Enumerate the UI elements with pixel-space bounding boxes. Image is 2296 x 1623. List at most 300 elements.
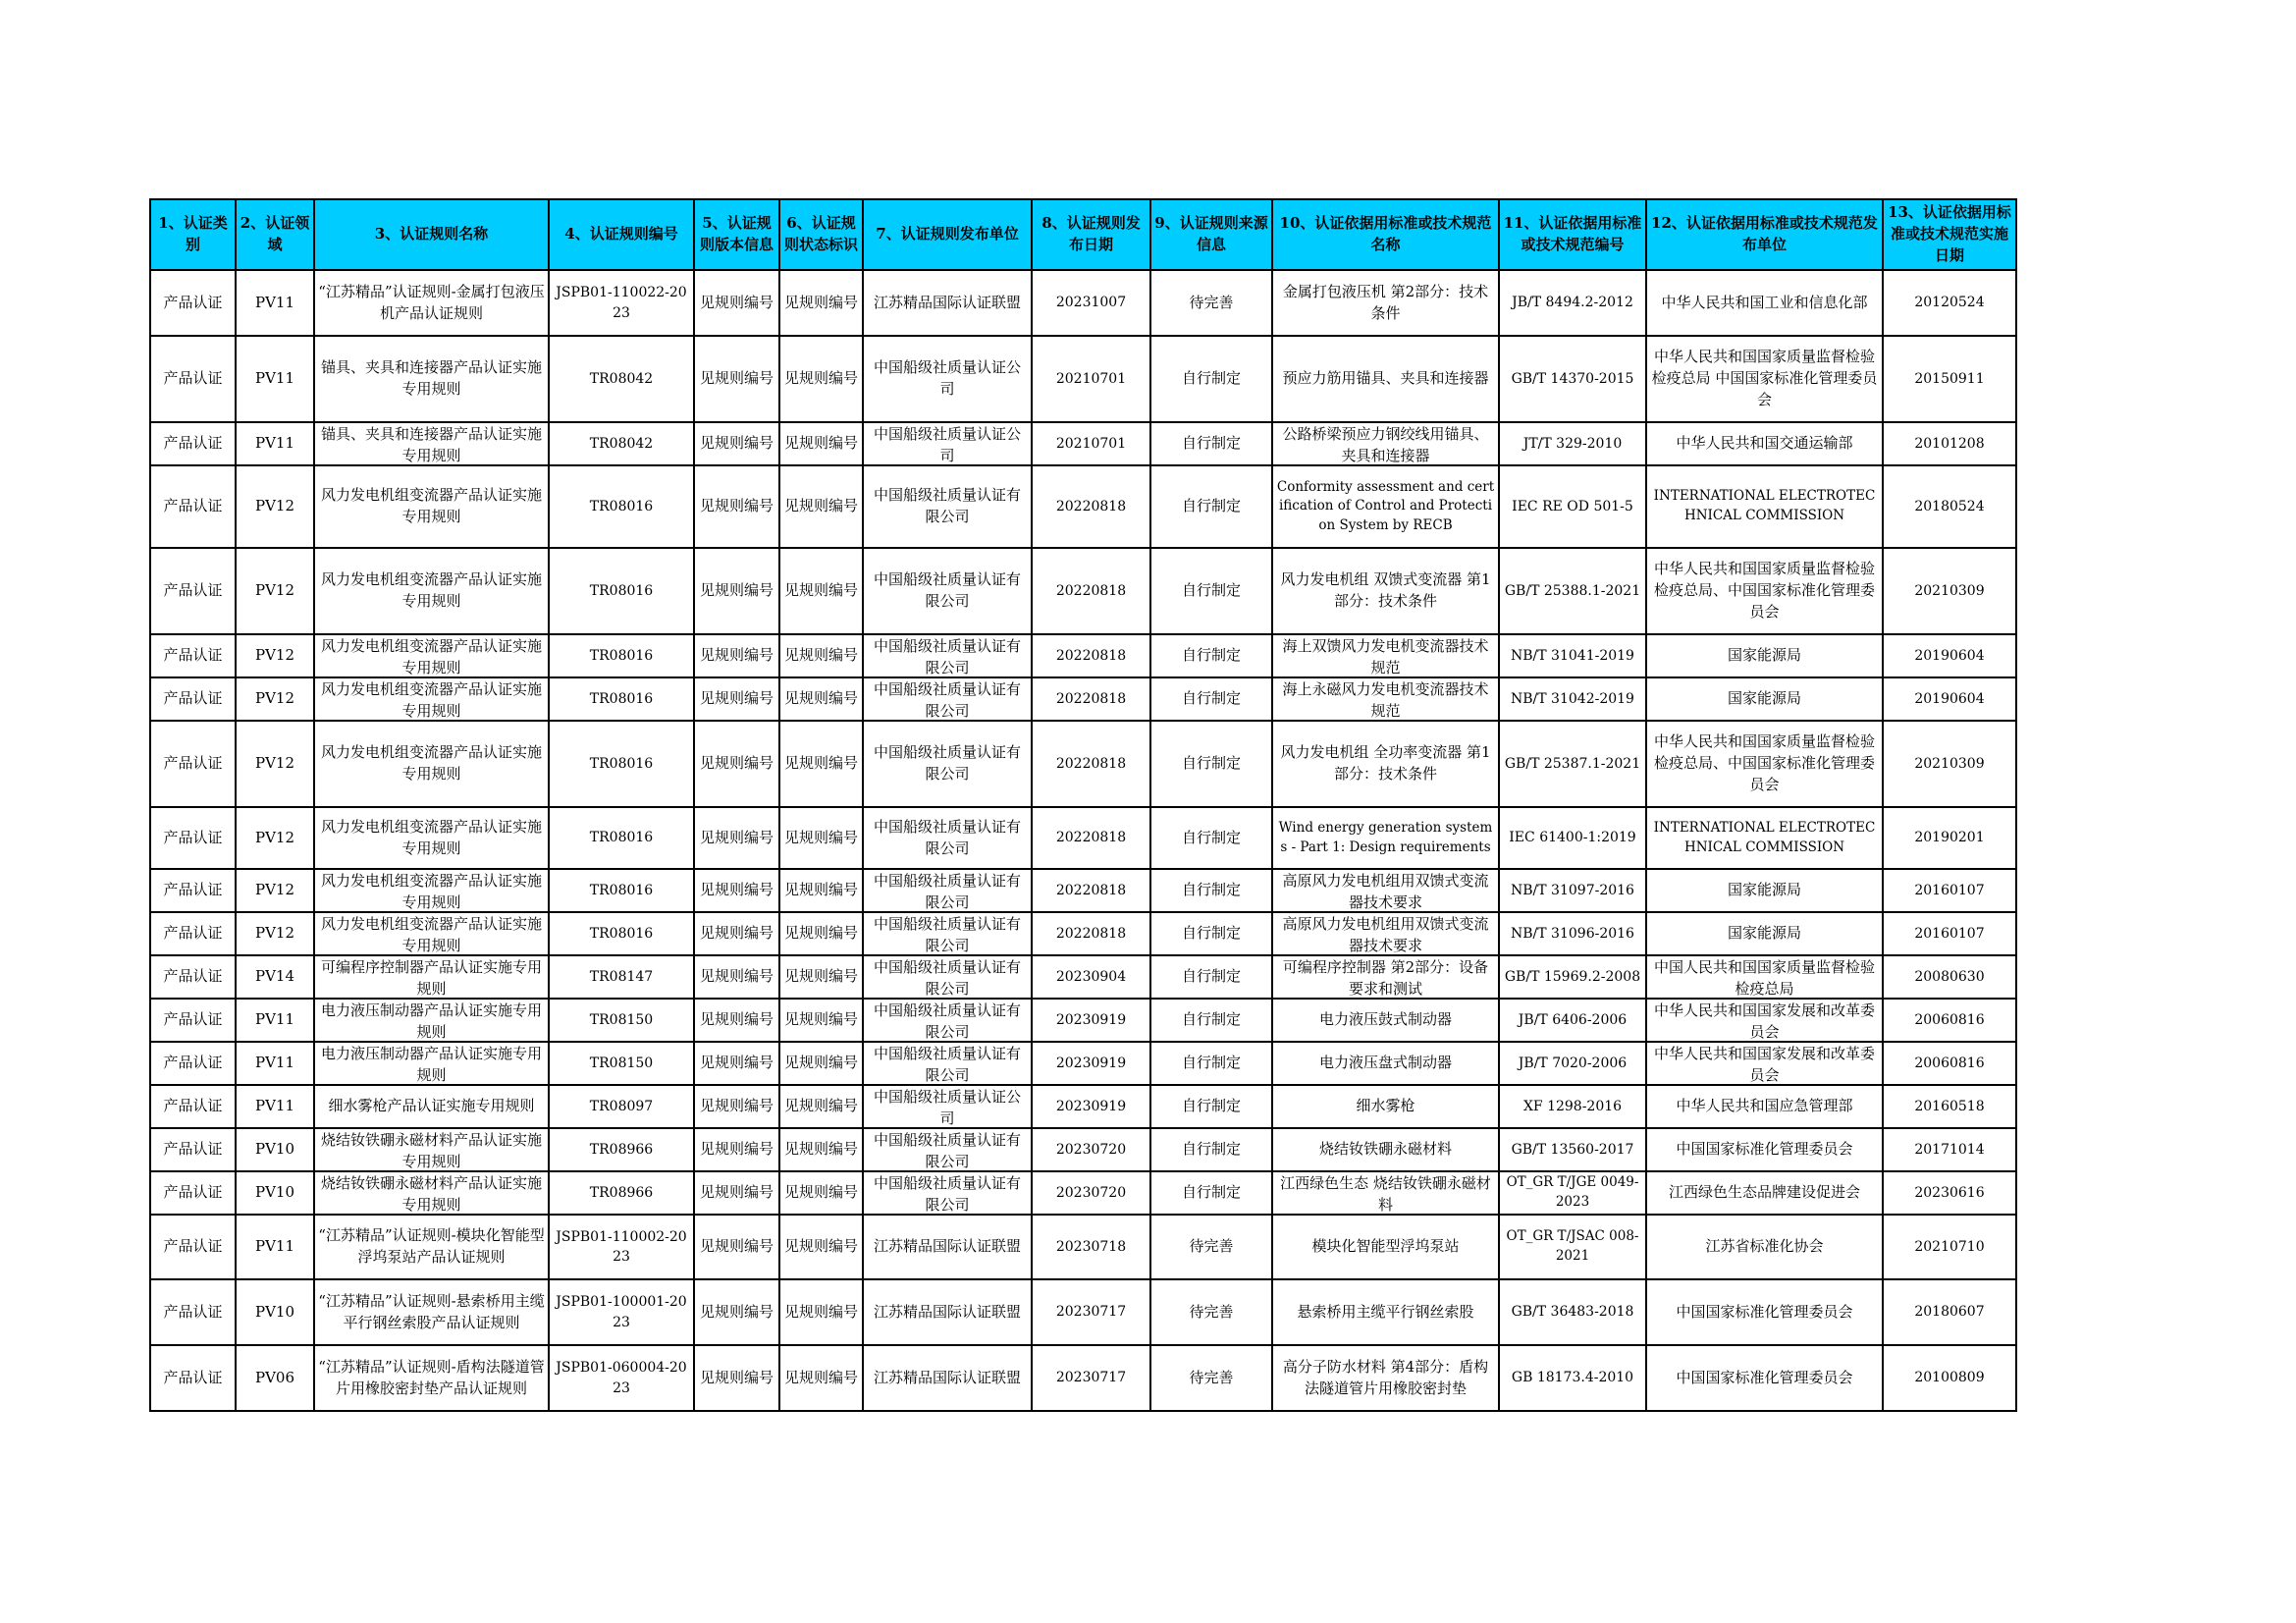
cell-text: GB/T 36483-2018 — [1511, 1304, 1634, 1321]
cell-text: 自行制定 — [1181, 434, 1241, 453]
cell-rule-publisher — [863, 807, 1032, 869]
cell-rule-number — [549, 807, 694, 869]
cell-rule-number — [549, 336, 694, 422]
cell-cert-category — [150, 1042, 236, 1085]
cell-rule-publisher — [863, 634, 1032, 677]
cell-standard-publisher — [1646, 634, 1883, 677]
table-row — [150, 999, 2016, 1042]
cell-rule-status — [779, 1171, 863, 1215]
cell-text: 锚具、夹具和连接器产品认证实施专用规则 — [320, 425, 542, 463]
cell-text: 风力发电机组变流器产品认证实施专用规则 — [320, 743, 542, 783]
cell-text: 中国船级社质量认证有限公司 — [873, 486, 1021, 525]
cell-standard-publisher — [1646, 807, 1883, 869]
cell-standard-name — [1272, 634, 1499, 677]
cell-text: NB/T 31041-2019 — [1511, 647, 1634, 664]
cell-rule-version — [694, 955, 779, 999]
header-standard-publisher: 12、认证依据用标准或技术规范发布单位 — [1646, 199, 1883, 270]
cell-rule-name — [314, 1128, 549, 1171]
cell-text: 中国船级社质量认证有限公司 — [873, 872, 1021, 910]
cell-rule-status — [779, 807, 863, 869]
cell-cert-category — [150, 548, 236, 634]
cell-rule-publisher — [863, 1128, 1032, 1171]
cell-text: 电力液压盘式制动器 — [1318, 1054, 1452, 1072]
cell-cert-field — [236, 270, 314, 336]
cell-text: 自行制定 — [1181, 1010, 1241, 1029]
cell-text: 自行制定 — [1181, 1054, 1241, 1072]
cell-rule-source — [1150, 1345, 1272, 1411]
cell-rule-number — [549, 1128, 694, 1171]
cell-text: 待完善 — [1189, 293, 1234, 311]
cell-rule-version — [694, 270, 779, 336]
cell-standard-effective-date — [1883, 422, 2016, 465]
cell-text: TR08016 — [589, 582, 654, 599]
cell-text: 见规则编号 — [699, 646, 774, 665]
cell-text: 20220818 — [1055, 647, 1127, 664]
cell-text: 20060816 — [1914, 1055, 1985, 1071]
cell-text: PV12 — [254, 581, 294, 600]
cell-standard-publisher — [1646, 1171, 1883, 1215]
cell-text: INTERNATIONAL ELECTROTECHNICAL COMMISSION — [1653, 819, 1876, 855]
cell-standard-publisher — [1646, 1128, 1883, 1171]
cell-text: PV12 — [254, 497, 294, 515]
cell-text: 风力发电机组变流器产品认证实施专用规则 — [320, 872, 542, 910]
cell-cert-category — [150, 677, 236, 721]
cell-rule-source — [1150, 336, 1272, 422]
cell-text: 风力发电机组变流器产品认证实施专用规则 — [320, 817, 542, 857]
cell-rule-publish-date — [1032, 1171, 1150, 1215]
cell-cert-field — [236, 677, 314, 721]
cell-text: 中国船级社质量认证公司 — [873, 425, 1021, 463]
cell-text: 见规则编号 — [699, 1368, 774, 1386]
cell-rule-version — [694, 634, 779, 677]
cell-text: NB/T 31042-2019 — [1511, 690, 1634, 707]
cell-text: 20230616 — [1914, 1184, 1985, 1201]
cell-text: PV12 — [254, 754, 294, 773]
cell-rule-publish-date — [1032, 999, 1150, 1042]
cell-rule-source — [1150, 1042, 1272, 1085]
cell-text: GB/T 15969.2-2008 — [1504, 968, 1641, 985]
cell-text: 自行制定 — [1181, 497, 1241, 515]
cell-cert-field — [236, 1128, 314, 1171]
cell-text: 见规则编号 — [783, 293, 858, 311]
table-row — [150, 1279, 2016, 1345]
cell-rule-source — [1150, 1279, 1272, 1345]
cell-standard-name — [1272, 1128, 1499, 1171]
cell-rule-number — [549, 270, 694, 336]
cell-rule-number — [549, 955, 694, 999]
cell-rule-status — [779, 955, 863, 999]
cell-standard-number — [1499, 999, 1646, 1042]
cell-text: PV11 — [254, 1097, 294, 1115]
cell-rule-version — [694, 807, 779, 869]
cell-standard-name — [1272, 1085, 1499, 1128]
cell-rule-version — [694, 677, 779, 721]
cell-text: PV06 — [254, 1368, 294, 1386]
cell-rule-publisher — [863, 1215, 1032, 1279]
cell-text: 中国船级社质量认证有限公司 — [873, 1001, 1021, 1040]
cell-text: 20220818 — [1055, 925, 1127, 942]
cell-rule-number — [549, 465, 694, 548]
cell-standard-publisher — [1646, 999, 1883, 1042]
cell-text: 中国船级社质量认证公司 — [873, 1088, 1021, 1126]
cell-rule-version — [694, 1085, 779, 1128]
cell-text: 20231007 — [1055, 295, 1127, 311]
cell-text: 电力液压鼓式制动器 — [1318, 1010, 1452, 1029]
cell-cert-field — [236, 999, 314, 1042]
cell-text: 中华人民共和国交通运输部 — [1676, 434, 1853, 453]
cell-standard-number — [1499, 1171, 1646, 1215]
cell-rule-version — [694, 1279, 779, 1345]
cell-text: 产品认证 — [163, 434, 223, 453]
cell-rule-source — [1150, 1215, 1272, 1279]
cell-text: OT_GR T/JSAC 008-2021 — [1506, 1228, 1639, 1264]
cell-text: 产品认证 — [163, 1140, 223, 1159]
cell-rule-source — [1150, 270, 1272, 336]
cell-text: JSPB01-110022-2023 — [556, 285, 687, 321]
cell-standard-effective-date — [1883, 912, 2016, 955]
cell-text: 产品认证 — [163, 1302, 223, 1321]
cell-text: 中国船级社质量认证有限公司 — [873, 570, 1021, 610]
cell-text: 见规则编号 — [783, 646, 858, 665]
cell-rule-name — [314, 1345, 549, 1411]
cell-text: NB/T 31096-2016 — [1511, 925, 1634, 942]
cell-standard-publisher — [1646, 955, 1883, 999]
cell-standard-number — [1499, 955, 1646, 999]
cell-standard-number — [1499, 422, 1646, 465]
cell-rule-source — [1150, 955, 1272, 999]
cell-text: 高原风力发电机组用双馈式变流器技术要求 — [1282, 872, 1489, 910]
cell-rule-source — [1150, 721, 1272, 807]
cell-rule-status — [779, 422, 863, 465]
cell-text: JSPB01-060004-2023 — [556, 1360, 687, 1396]
cell-rule-name — [314, 721, 549, 807]
cell-cert-field — [236, 721, 314, 807]
cell-text: 见规则编号 — [783, 581, 858, 600]
cell-standard-number — [1499, 465, 1646, 548]
cell-rule-publisher — [863, 677, 1032, 721]
cell-text: TR08016 — [589, 830, 654, 846]
cell-text: 产品认证 — [163, 1183, 223, 1202]
cell-text: 产品认证 — [163, 1054, 223, 1072]
cell-text: 国家能源局 — [1727, 689, 1801, 708]
cell-rule-source — [1150, 634, 1272, 677]
cell-text: 见规则编号 — [783, 1237, 858, 1256]
cell-rule-publisher — [863, 955, 1032, 999]
cell-rule-name — [314, 634, 549, 677]
table-row — [150, 465, 2016, 548]
table-row — [150, 1128, 2016, 1171]
table-row — [150, 1171, 2016, 1215]
cell-text: 见规则编号 — [699, 689, 774, 708]
cell-rule-source — [1150, 548, 1272, 634]
cell-text: TR08016 — [589, 925, 654, 942]
cell-text: 产品认证 — [163, 967, 223, 986]
cell-cert-category — [150, 912, 236, 955]
cell-text: 20220818 — [1055, 882, 1127, 898]
cell-text: 江西绿色生态品牌建设促进会 — [1668, 1183, 1860, 1202]
cell-text: TR08097 — [589, 1098, 654, 1114]
cell-text: 见规则编号 — [783, 689, 858, 708]
cell-rule-name — [314, 999, 549, 1042]
cell-cert-field — [236, 912, 314, 955]
cell-standard-name — [1272, 869, 1499, 912]
cell-rule-status — [779, 999, 863, 1042]
cell-standard-name — [1272, 999, 1499, 1042]
cell-standard-name — [1272, 1279, 1499, 1345]
cell-text: Wind energy generation systems - Part 1: Design requirements — [1278, 819, 1493, 855]
cell-rule-source — [1150, 422, 1272, 465]
cell-text: 自行制定 — [1181, 689, 1241, 708]
cell-text: 20230919 — [1055, 1011, 1127, 1028]
cell-rule-number — [549, 1171, 694, 1215]
cell-text: 20160107 — [1914, 925, 1985, 942]
table-row — [150, 634, 2016, 677]
cell-cert-category — [150, 1128, 236, 1171]
cell-text: 20230919 — [1055, 1055, 1127, 1071]
cell-standard-publisher — [1646, 422, 1883, 465]
cell-text: 产品认证 — [163, 1368, 223, 1386]
cell-rule-publish-date — [1032, 721, 1150, 807]
cell-standard-effective-date — [1883, 336, 2016, 422]
cell-text: 中国船级社质量认证有限公司 — [873, 958, 1021, 997]
cell-text: 江苏精品国际认证联盟 — [873, 1368, 1021, 1386]
cell-cert-category — [150, 869, 236, 912]
cell-cert-category — [150, 336, 236, 422]
cell-text: 产品认证 — [163, 369, 223, 388]
cell-standard-publisher — [1646, 869, 1883, 912]
cell-text: 悬索桥用主缆平行钢丝索股 — [1297, 1302, 1474, 1321]
cell-standard-effective-date — [1883, 1128, 2016, 1171]
cell-text: 产品认证 — [163, 1097, 223, 1115]
cell-text: 中华人民共和国国家质量监督检验检疫总局 中国国家标准化管理委员会 — [1651, 348, 1878, 408]
cell-text: 烧结钕铁硼永磁材料 — [1318, 1140, 1452, 1159]
cell-text: GB 18173.4-2010 — [1511, 1370, 1634, 1386]
cell-text: 20190604 — [1914, 647, 1985, 664]
cell-standard-number — [1499, 1085, 1646, 1128]
cell-rule-source — [1150, 1085, 1272, 1128]
cell-text: 20220818 — [1055, 830, 1127, 846]
cell-text: 国家能源局 — [1727, 924, 1801, 943]
cell-rule-number — [549, 422, 694, 465]
cell-text: TR08016 — [589, 690, 654, 707]
cell-rule-publish-date — [1032, 548, 1150, 634]
cell-text: 见规则编号 — [783, 754, 858, 773]
cell-rule-publisher — [863, 721, 1032, 807]
cell-text: 产品认证 — [163, 881, 223, 899]
cell-text: 20101208 — [1914, 435, 1985, 452]
cell-standard-number — [1499, 336, 1646, 422]
table-row — [150, 1215, 2016, 1279]
cell-text: 20230718 — [1055, 1238, 1127, 1255]
cell-text: 自行制定 — [1181, 1140, 1241, 1159]
cell-text: 见规则编号 — [699, 369, 774, 388]
cell-text: TR08147 — [589, 968, 654, 985]
cell-rule-number — [549, 1085, 694, 1128]
cell-text: PV10 — [254, 1183, 294, 1202]
cell-rule-name — [314, 1279, 549, 1345]
cell-standard-publisher — [1646, 1042, 1883, 1085]
table-row — [150, 1042, 2016, 1085]
cell-text: 20190201 — [1914, 830, 1985, 846]
cell-text: 20180607 — [1914, 1304, 1985, 1321]
cell-text: 见规则编号 — [699, 581, 774, 600]
cell-text: 见规则编号 — [699, 881, 774, 899]
cell-rule-publish-date — [1032, 336, 1150, 422]
cell-cert-category — [150, 1215, 236, 1279]
cell-text: “江苏精品”认证规则-模块化智能型浮坞泵站产品认证规则 — [318, 1226, 545, 1266]
cell-rule-version — [694, 721, 779, 807]
cell-rule-version — [694, 548, 779, 634]
cell-text: TR08016 — [589, 647, 654, 664]
cell-standard-publisher — [1646, 721, 1883, 807]
cell-rule-publisher — [863, 1345, 1032, 1411]
cell-standard-number — [1499, 677, 1646, 721]
cell-text: 20210309 — [1914, 755, 1985, 772]
cell-text: 见规则编号 — [783, 1302, 858, 1321]
cell-cert-category — [150, 1279, 236, 1345]
cell-text: 20160518 — [1914, 1098, 1985, 1114]
header-standard-name: 10、认证依据用标准或技术规范名称 — [1272, 199, 1499, 270]
cell-text: PV11 — [254, 1010, 294, 1029]
cell-rule-number — [549, 548, 694, 634]
cell-standard-number — [1499, 721, 1646, 807]
cell-text: 见规则编号 — [699, 828, 774, 846]
certification-rules-table — [149, 198, 2017, 1412]
cell-rule-version — [694, 336, 779, 422]
cell-text: 中国船级社质量认证有限公司 — [873, 915, 1021, 953]
cell-rule-number — [549, 1345, 694, 1411]
cell-text: 锚具、夹具和连接器产品认证实施专用规则 — [320, 358, 542, 398]
cell-cert-field — [236, 1085, 314, 1128]
cell-text: 预应力筋用锚具、夹具和连接器 — [1282, 369, 1489, 388]
cell-standard-effective-date — [1883, 955, 2016, 999]
cell-rule-status — [779, 869, 863, 912]
cell-rule-name — [314, 1042, 549, 1085]
cell-standard-publisher — [1646, 1279, 1883, 1345]
cell-text: 江苏精品国际认证联盟 — [873, 1237, 1021, 1256]
cell-rule-source — [1150, 999, 1272, 1042]
cell-rule-publish-date — [1032, 1345, 1150, 1411]
cell-text: 江苏精品国际认证联盟 — [873, 293, 1021, 311]
cell-text: 自行制定 — [1181, 369, 1241, 388]
cell-text: 自行制定 — [1181, 967, 1241, 986]
cell-standard-publisher — [1646, 1215, 1883, 1279]
cell-standard-publisher — [1646, 677, 1883, 721]
cell-rule-publish-date — [1032, 634, 1150, 677]
cell-text: 自行制定 — [1181, 1183, 1241, 1202]
cell-rule-name — [314, 869, 549, 912]
certification-table-sheet — [149, 198, 2017, 1412]
cell-text: TR08966 — [589, 1184, 654, 1201]
cell-text: 中国国家标准化管理委员会 — [1676, 1140, 1853, 1159]
cell-rule-name — [314, 465, 549, 548]
cell-cert-category — [150, 721, 236, 807]
cell-standard-effective-date — [1883, 270, 2016, 336]
cell-cert-field — [236, 1215, 314, 1279]
cell-text: 金属打包液压机 第2部分：技术条件 — [1282, 282, 1489, 322]
cell-text: 电力液压制动器产品认证实施专用规则 — [320, 1001, 542, 1040]
cell-rule-number — [549, 721, 694, 807]
cell-standard-name — [1272, 677, 1499, 721]
cell-rule-version — [694, 465, 779, 548]
cell-rule-publisher — [863, 1042, 1032, 1085]
header-rule-source: 9、认证规则来源信息 — [1150, 199, 1272, 270]
cell-rule-status — [779, 548, 863, 634]
cell-rule-publish-date — [1032, 869, 1150, 912]
cell-text: 江苏精品国际认证联盟 — [873, 1302, 1021, 1321]
cell-text: 中国船级社质量认证有限公司 — [873, 680, 1021, 719]
cell-standard-effective-date — [1883, 1215, 2016, 1279]
cell-standard-number — [1499, 1042, 1646, 1085]
table-row — [150, 1345, 2016, 1411]
cell-standard-name — [1272, 1042, 1499, 1085]
cell-text: TR08150 — [589, 1011, 654, 1028]
cell-text: 产品认证 — [163, 754, 223, 773]
cell-standard-number — [1499, 634, 1646, 677]
table-row — [150, 422, 2016, 465]
table-row — [150, 548, 2016, 634]
cell-text: 中国国家标准化管理委员会 — [1676, 1302, 1853, 1321]
cell-text: “江苏精品”认证规则-盾构法隧道管片用橡胶密封垫产品认证规则 — [318, 1357, 545, 1397]
table-row — [150, 270, 2016, 336]
cell-standard-name — [1272, 336, 1499, 422]
cell-standard-name — [1272, 1345, 1499, 1411]
cell-cert-field — [236, 1279, 314, 1345]
header-rule-version: 5、认证规则版本信息 — [694, 199, 779, 270]
cell-text: 见规则编号 — [699, 1097, 774, 1115]
cell-standard-name — [1272, 721, 1499, 807]
cell-text: 中国船级社质量认证有限公司 — [873, 1045, 1021, 1083]
cell-rule-publisher — [863, 270, 1032, 336]
cell-standard-name — [1272, 955, 1499, 999]
cell-text: IEC RE OD 501-5 — [1512, 498, 1633, 514]
header-rule-name: 3、认证规则名称 — [314, 199, 549, 270]
cell-text: 烧结钕铁硼永磁材料产品认证实施专用规则 — [320, 1174, 542, 1213]
cell-text: 见规则编号 — [783, 1097, 858, 1115]
cell-text: GB/T 25387.1-2021 — [1504, 755, 1641, 772]
cell-standard-number — [1499, 270, 1646, 336]
cell-text: 见规则编号 — [783, 434, 858, 453]
cell-standard-publisher — [1646, 465, 1883, 548]
cell-text: 风力发电机组变流器产品认证实施专用规则 — [320, 637, 542, 676]
cell-text: 见规则编号 — [699, 1183, 774, 1202]
cell-cert-field — [236, 807, 314, 869]
cell-standard-effective-date — [1883, 677, 2016, 721]
cell-text: OT_GR T/JGE 0049-2023 — [1506, 1174, 1639, 1210]
cell-standard-number — [1499, 869, 1646, 912]
cell-text: 见规则编号 — [699, 1302, 774, 1321]
cell-rule-number — [549, 1042, 694, 1085]
cell-standard-publisher — [1646, 336, 1883, 422]
cell-text: 海上永磁风力发电机变流器技术规范 — [1282, 680, 1489, 719]
cell-text: 中国船级社质量认证有限公司 — [873, 817, 1021, 857]
cell-standard-name — [1272, 465, 1499, 548]
cell-rule-publish-date — [1032, 1215, 1150, 1279]
cell-cert-category — [150, 422, 236, 465]
cell-text: 国家能源局 — [1727, 646, 1801, 665]
cell-text: 产品认证 — [163, 1010, 223, 1029]
cell-text: 见规则编号 — [699, 924, 774, 943]
cell-cert-field — [236, 422, 314, 465]
cell-cert-field — [236, 1345, 314, 1411]
cell-text: PV12 — [254, 828, 294, 846]
cell-text: 细水雾枪产品认证实施专用规则 — [328, 1097, 535, 1115]
cell-standard-number — [1499, 1279, 1646, 1345]
cell-text: 自行制定 — [1181, 828, 1241, 846]
cell-cert-category — [150, 634, 236, 677]
cell-text: 见规则编号 — [699, 967, 774, 986]
table-row — [150, 677, 2016, 721]
